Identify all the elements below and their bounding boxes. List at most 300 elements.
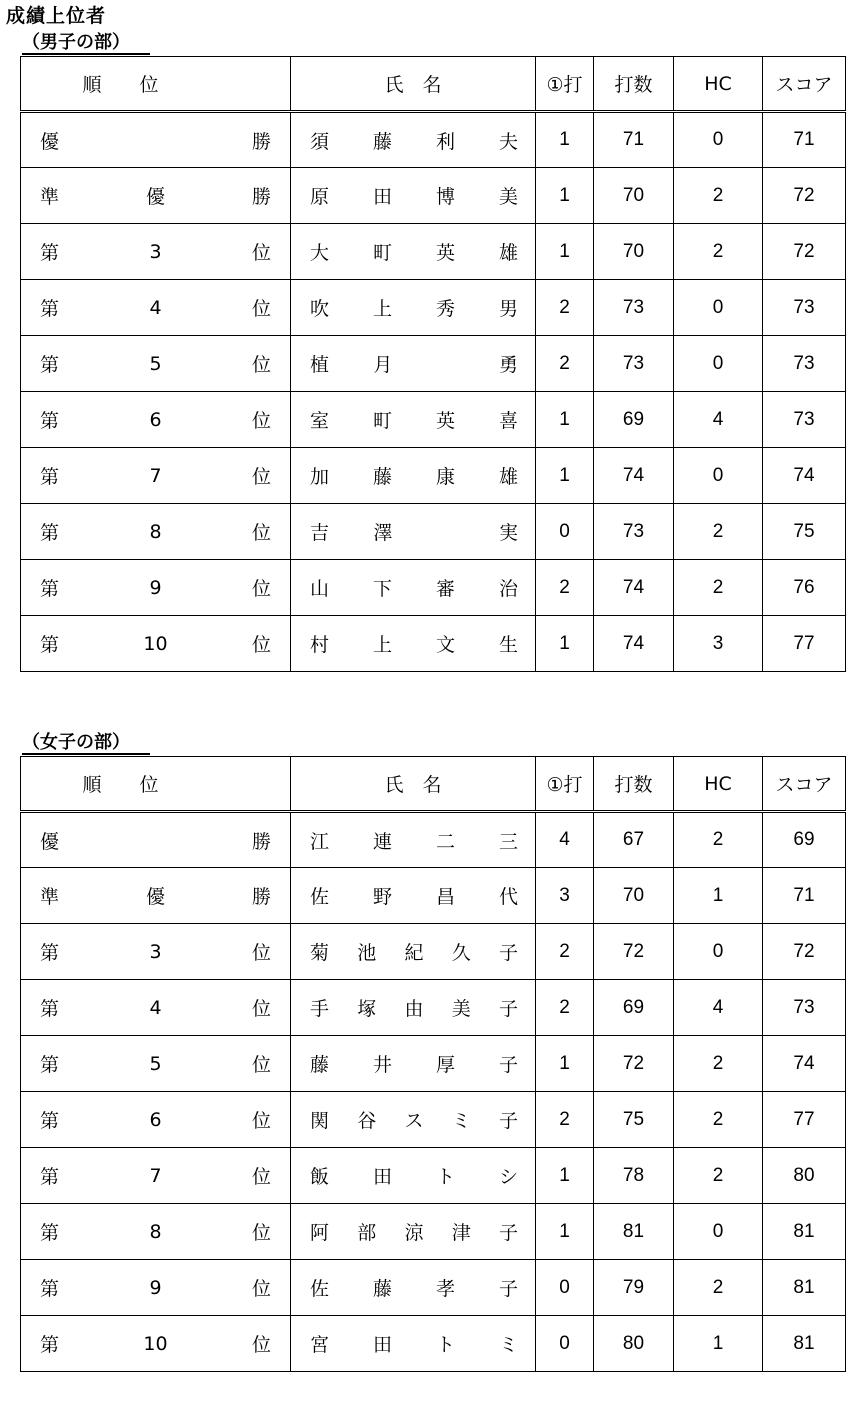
men-header-row [21,57,846,112]
header-hc: HC [674,757,763,812]
score-cell: 81 [763,1260,846,1316]
rank-part: 第 [40,1222,60,1244]
name-char: 紀 [404,942,424,964]
name-char: ス [404,1110,424,1132]
name-char: 三 [498,830,518,853]
score-cell: 73 [763,280,846,336]
name-cell [291,980,536,1036]
name-cell [291,392,536,448]
name-cell [291,560,536,616]
rank-part: 位 [251,1166,271,1188]
table-row [21,1204,846,1260]
strokes-cell: 70 [594,224,674,280]
strokes-cell: 70 [594,868,674,924]
name-char: 勇 [498,354,518,376]
hc-cell: 2 [674,1148,763,1204]
rank-cell [21,1148,291,1204]
name-char: 秀 [435,298,455,320]
name-char: シ [498,1166,518,1188]
table-row [21,1316,846,1372]
rank-part: 第 [40,242,60,264]
name-char: 子 [498,1278,518,1300]
rank-cell [21,336,291,392]
rank-part: 第 [40,1278,60,1300]
rank-cell [21,1316,291,1372]
rank-part: 4 [149,996,162,1019]
rank-part: 優 [145,186,165,208]
name-char: 村 [310,634,330,656]
name-char: 子 [498,1054,518,1076]
women-title-underline [22,753,150,755]
table-row [21,168,846,224]
name-char: 昌 [435,886,455,908]
first-hole-cell: 1 [536,448,594,504]
name-char: 子 [498,998,518,1020]
score-cell: 73 [763,336,846,392]
first-hole-cell: 1 [536,112,594,168]
rank-part: 優 [40,130,60,153]
rank-cell [21,448,291,504]
score-cell: 76 [763,560,846,616]
name-cell [291,616,536,672]
rank-part: 第 [40,998,60,1020]
rank-cell [21,1260,291,1316]
header-name: 氏 名 [291,57,536,112]
strokes-cell: 74 [594,448,674,504]
name-char: 子 [498,1222,518,1244]
rank-part: 第 [40,1166,60,1188]
strokes-cell: 69 [594,980,674,1036]
name-cell [291,924,536,980]
rank-part: 5 [149,1052,162,1075]
name-char: 喜 [498,410,518,432]
header-score: スコア [763,57,846,112]
first-hole-cell: 0 [536,1260,594,1316]
rank-part: 7 [149,1164,162,1187]
strokes-cell: 73 [594,504,674,560]
name-char: 審 [435,578,455,600]
rank-cell [21,504,291,560]
first-hole-cell: 2 [536,336,594,392]
rank-part: 第 [40,522,60,544]
score-cell: 71 [763,112,846,168]
rank-part: 勝 [251,186,271,208]
score-cell: 72 [763,924,846,980]
rank-cell [21,280,291,336]
first-hole-cell: 2 [536,560,594,616]
name-char: 吹 [310,298,330,320]
first-hole-cell: 1 [536,392,594,448]
strokes-cell: 81 [594,1204,674,1260]
name-char: 関 [310,1110,330,1132]
name-char: 由 [404,998,424,1020]
strokes-cell: 74 [594,616,674,672]
header-first-hole: ①打 [536,57,594,112]
first-hole-cell: 0 [536,1316,594,1372]
name-cell [291,868,536,924]
header-rank: 順 位 [21,57,291,112]
header-score: スコア [763,757,846,812]
rank-part: 3 [149,240,162,263]
hc-cell: 0 [674,112,763,168]
strokes-cell: 72 [594,924,674,980]
score-cell: 71 [763,868,846,924]
name-char: 澤 [373,522,393,544]
name-cell [291,1316,536,1372]
name-char: 大 [310,242,330,264]
name-char: 夫 [498,130,518,153]
name-char: 吉 [310,522,330,544]
table-row [21,336,846,392]
name-char: 藤 [372,1278,392,1300]
table-row [21,504,846,560]
name-char: 実 [498,522,518,544]
header-name: 氏 名 [291,757,536,812]
name-char: 博 [435,186,455,208]
table-row [21,868,846,924]
name-char: 宮 [310,1334,330,1356]
rank-part: 8 [149,520,162,543]
first-hole-cell: 4 [536,812,594,868]
rank-cell [21,560,291,616]
hc-cell: 4 [674,980,763,1036]
first-hole-cell: 1 [536,168,594,224]
table-row [21,392,846,448]
women-results-table [20,756,846,1372]
name-char: 町 [372,410,392,432]
rank-cell [21,1092,291,1148]
women-section-title [22,732,130,754]
name-char: 男 [498,298,518,320]
name-char: 雄 [498,466,518,488]
hc-cell: 4 [674,392,763,448]
rank-cell [21,616,291,672]
rank-part: 位 [251,634,271,656]
table-row [21,1260,846,1316]
rank-part: 6 [149,408,162,431]
strokes-cell: 73 [594,280,674,336]
first-hole-cell: 2 [536,980,594,1036]
name-char: 雄 [498,242,518,264]
name-char: 手 [310,998,330,1020]
rank-part: 5 [149,352,162,375]
name-cell [291,1036,536,1092]
rank-part: 6 [149,1108,162,1131]
name-char: 菊 [310,942,330,964]
strokes-cell: 71 [594,112,674,168]
hc-cell: 2 [674,812,763,868]
page-title: 成績上位者 [6,5,107,27]
score-cell: 73 [763,980,846,1036]
hc-cell: 2 [674,1036,763,1092]
rank-cell [21,1036,291,1092]
table-row [21,112,846,168]
name-char: 山 [310,578,330,600]
first-hole-cell: 0 [536,504,594,560]
hc-cell: 0 [674,336,763,392]
name-char: 厚 [435,1054,455,1076]
score-cell: 77 [763,1092,846,1148]
name-char: 藤 [310,1054,330,1076]
strokes-cell: 73 [594,336,674,392]
strokes-cell: 74 [594,560,674,616]
table-row [21,280,846,336]
name-char: 文 [435,634,455,656]
name-cell [291,1204,536,1260]
name-cell [291,1092,536,1148]
hc-cell: 0 [674,1204,763,1260]
rank-cell [21,168,291,224]
name-char: 須 [310,130,330,153]
first-hole-cell: 1 [536,1148,594,1204]
rank-part: 位 [251,466,271,488]
first-hole-cell: 3 [536,868,594,924]
name-char: 植 [310,354,330,376]
first-hole-cell: 2 [536,1092,594,1148]
rank-part: 10 [143,632,168,655]
rank-part: 優 [145,886,165,908]
name-char: 孝 [435,1278,455,1300]
women-header-row [21,757,846,812]
hc-cell: 2 [674,560,763,616]
score-cell: 75 [763,504,846,560]
name-char: 二 [435,830,455,853]
name-char: 治 [498,578,518,600]
first-hole-cell: 1 [536,616,594,672]
score-cell: 73 [763,392,846,448]
name-char: 佐 [310,1278,330,1300]
score-cell: 77 [763,616,846,672]
name-cell [291,812,536,868]
name-cell [291,280,536,336]
rank-part: 優 [40,830,60,853]
rank-cell [21,112,291,168]
men-rows [21,112,846,672]
score-cell: 74 [763,448,846,504]
strokes-cell: 67 [594,812,674,868]
hc-cell: 1 [674,1316,763,1372]
rank-part: 位 [251,1334,271,1356]
score-cell: 72 [763,224,846,280]
name-cell [291,504,536,560]
rank-part: 位 [251,1222,271,1244]
first-hole-cell: 1 [536,1204,594,1260]
men-section-title [22,32,130,54]
name-cell [291,448,536,504]
name-char: 田 [372,186,392,208]
table-row [21,1148,846,1204]
first-hole-cell: 1 [536,1036,594,1092]
strokes-cell: 79 [594,1260,674,1316]
hc-cell: 2 [674,504,763,560]
women-rows [21,812,846,1372]
rank-part: 勝 [251,130,271,153]
table-row [21,448,846,504]
rank-part: 位 [251,1054,271,1076]
table-row [21,224,846,280]
rank-part: 10 [143,1332,168,1355]
rank-part: 位 [251,242,271,264]
rank-part: 位 [251,1278,271,1300]
strokes-cell: 75 [594,1092,674,1148]
rank-part: 位 [251,410,271,432]
name-char: ミ [498,1334,518,1356]
name-char: 野 [372,886,392,908]
name-cell [291,168,536,224]
name-char: 藤 [372,466,392,488]
name-char: 代 [498,886,518,908]
rank-part: 4 [149,296,162,319]
name-char: 上 [372,298,392,320]
rank-part: 位 [251,578,271,600]
name-char: 田 [372,1166,392,1188]
strokes-cell: 70 [594,168,674,224]
rank-cell [21,812,291,868]
name-char: 原 [310,186,330,208]
rank-part: 勝 [251,886,271,908]
table-row [21,812,846,868]
rank-part: 位 [251,998,271,1020]
name-char: 谷 [357,1110,377,1132]
name-char: 連 [372,830,392,853]
rank-part: 勝 [251,830,271,853]
rank-cell [21,1204,291,1260]
rank-cell [21,980,291,1036]
table-row [21,560,846,616]
rank-part: 第 [40,1334,60,1356]
name-char: 佐 [310,886,330,908]
name-char: ミ [451,1110,471,1132]
name-cell [291,1148,536,1204]
name-char: 康 [435,466,455,488]
name-char: 飯 [310,1166,330,1188]
header-strokes: 打数 [594,57,674,112]
header-hc: HC [674,57,763,112]
name-char: 久 [451,942,471,964]
rank-part: 位 [251,1110,271,1132]
hc-cell: 3 [674,616,763,672]
table-row [21,1092,846,1148]
score-cell: 74 [763,1036,846,1092]
strokes-cell: 80 [594,1316,674,1372]
name-char: 江 [310,830,330,853]
women-section-label: （女子の部） [22,732,130,753]
table-row [21,1036,846,1092]
name-char: 室 [310,410,330,432]
hc-cell: 2 [674,224,763,280]
rank-part: 準 [40,186,60,208]
rank-part: 9 [149,1276,162,1299]
header-rank: 順 位 [21,757,291,812]
first-hole-cell: 2 [536,924,594,980]
rank-part: 位 [251,522,271,544]
name-char: 井 [372,1054,392,1076]
rank-part: 8 [149,1220,162,1243]
name-char: 英 [435,410,455,432]
first-hole-cell: 1 [536,224,594,280]
hc-cell: 1 [674,868,763,924]
hc-cell: 0 [674,924,763,980]
name-char: 阿 [310,1222,330,1244]
table-row [21,616,846,672]
strokes-cell: 78 [594,1148,674,1204]
name-char: ト [435,1166,455,1188]
name-char: 部 [357,1222,377,1244]
men-section-label: （男子の部） [22,32,130,53]
header-strokes: 打数 [594,757,674,812]
name-char: 上 [372,634,392,656]
rank-cell [21,224,291,280]
rank-part: 7 [149,464,162,487]
rank-part: 準 [40,886,60,908]
name-char: 美 [451,998,471,1020]
hc-cell: 0 [674,280,763,336]
rank-part: 第 [40,1110,60,1132]
name-cell [291,112,536,168]
rank-part: 第 [40,942,60,964]
name-char: ト [435,1334,455,1356]
hc-cell: 2 [674,1260,763,1316]
rank-part: 第 [40,354,60,376]
rank-part: 第 [40,410,60,432]
name-char: 利 [435,130,455,153]
men-results-table [20,56,846,672]
name-cell [291,1260,536,1316]
rank-part: 第 [40,298,60,320]
score-cell: 81 [763,1204,846,1260]
score-cell: 72 [763,168,846,224]
name-cell [291,224,536,280]
header-first-hole: ①打 [536,757,594,812]
rank-part: 位 [251,354,271,376]
name-char: 塚 [357,998,377,1020]
name-char: 英 [435,242,455,264]
rank-cell [21,924,291,980]
name-char: 藤 [372,130,392,153]
hc-cell: 0 [674,448,763,504]
strokes-cell: 72 [594,1036,674,1092]
rank-part: 第 [40,578,60,600]
rank-cell [21,868,291,924]
name-char: 下 [372,578,392,600]
men-title-underline [22,53,150,55]
name-char: 月 [373,354,393,376]
hc-cell: 2 [674,1092,763,1148]
name-char: 加 [310,466,330,488]
name-char: 子 [498,1110,518,1132]
name-char: 涼 [404,1222,424,1244]
score-cell: 69 [763,812,846,868]
rank-part: 第 [40,466,60,488]
strokes-cell: 69 [594,392,674,448]
name-cell [291,336,536,392]
rank-part: 位 [251,942,271,964]
first-hole-cell: 2 [536,280,594,336]
rank-part: 3 [149,940,162,963]
name-char: 美 [498,186,518,208]
score-cell: 80 [763,1148,846,1204]
rank-part: 9 [149,576,162,599]
rank-cell [21,392,291,448]
rank-part: 第 [40,634,60,656]
table-row [21,924,846,980]
name-char: 町 [372,242,392,264]
name-char: 池 [357,942,377,964]
rank-part: 位 [251,298,271,320]
rank-part: 第 [40,1054,60,1076]
name-char: 田 [372,1334,392,1356]
hc-cell: 2 [674,168,763,224]
